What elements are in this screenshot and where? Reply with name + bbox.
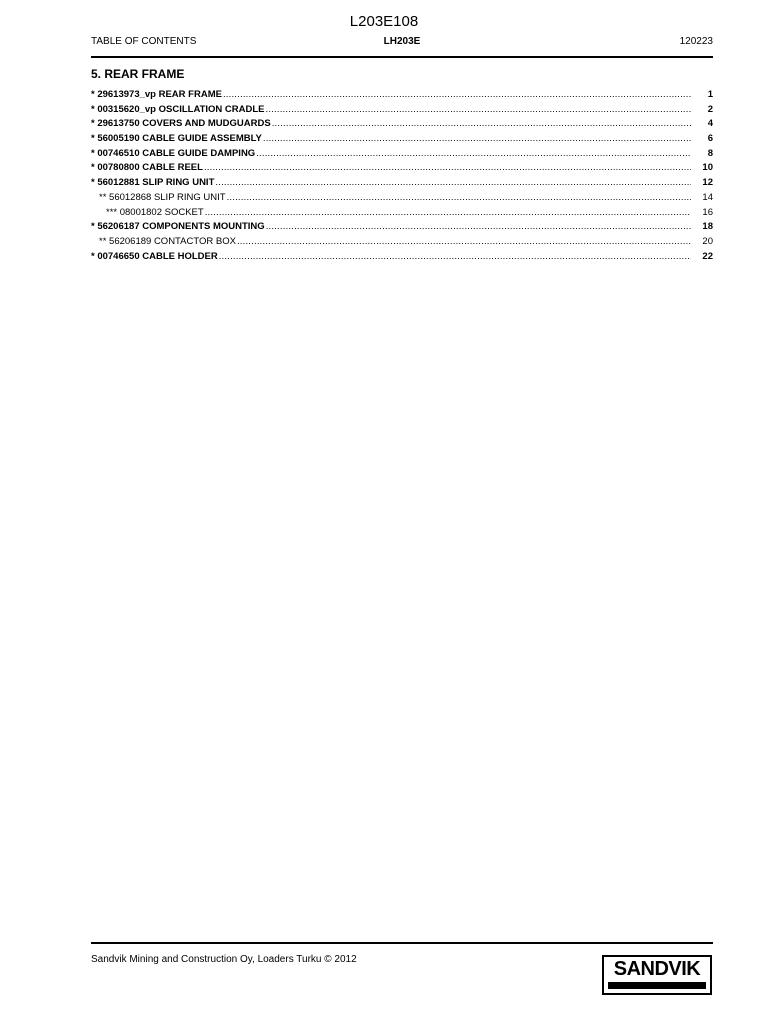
toc-entry-page: 1 [707,89,713,100]
header-date-code: 120223 [679,36,713,47]
toc-entry[interactable] [91,250,713,265]
toc-entry[interactable] [91,161,713,176]
toc-entry-label: ** 56206189 CONTACTOR BOX [99,235,236,247]
toc-entry-page: 18 [702,221,713,233]
header-section-label: TABLE OF CONTENTS [91,36,197,47]
section-title: 5. REAR FRAME [91,67,185,81]
toc-dot-leader [263,132,691,147]
toc-entry-page: 4 [707,118,713,130]
toc-entry-page: 8 [707,147,713,159]
toc-entry[interactable] [91,235,713,250]
toc-dot-leader [266,220,691,235]
toc-entry-label: *** 08001802 SOCKET [106,206,204,218]
toc-dot-leader [272,117,691,132]
toc-entry-label: * 00780800 CABLE REEL [91,162,203,174]
header-divider [91,56,713,58]
toc-entry-page: 12 [702,177,713,189]
toc-entry[interactable] [91,132,713,147]
toc-entry[interactable] [91,147,713,162]
toc-entry-label: * 00315620_vp OSCILLATION CRADLE [91,103,265,115]
toc-dot-leader [219,250,691,265]
table-of-contents [91,88,713,264]
toc-dot-leader [223,88,691,103]
toc-entry-page: 20 [702,235,713,247]
toc-entry-page: 2 [707,103,713,115]
toc-entry-page: 16 [702,206,713,218]
toc-entry[interactable] [91,117,713,132]
document-code: L203E108 [349,13,419,30]
toc-entry[interactable] [91,88,713,103]
toc-entry-page: 14 [702,191,713,203]
toc-entry-label: * 56206187 COMPONENTS MOUNTING [91,221,265,233]
toc-dot-leader [204,161,691,176]
header-model: LH203E [383,36,421,47]
toc-entry-label: * 29613750 COVERS AND MUDGUARDS [91,118,271,130]
toc-dot-leader [266,103,691,118]
toc-entry[interactable] [91,206,713,221]
toc-dot-leader [256,147,691,162]
page-header [91,36,713,48]
toc-entry[interactable] [91,220,713,235]
toc-dot-leader [215,176,691,191]
toc-entry-label: ** 56012868 SLIP RING UNIT [99,191,226,203]
toc-entry[interactable] [91,176,713,191]
toc-dot-leader [237,235,691,250]
toc-entry-page: 22 [702,250,713,262]
sandvik-logo [602,955,712,995]
toc-entry-page: 10 [702,162,713,174]
toc-dot-leader [227,191,691,206]
footer-divider [91,942,713,944]
toc-dot-leader [205,206,691,221]
toc-entry-label: * 56005190 CABLE GUIDE ASSEMBLY [91,133,262,145]
footer-copyright: Sandvik Mining and Construction Oy, Loaders Turku © 2012 [91,954,357,965]
toc-entry[interactable] [91,191,713,206]
logo-bar [608,982,706,989]
logo-wordmark: SANDVIK [613,958,701,980]
toc-entry-label: * 00746650 CABLE HOLDER [91,250,218,262]
toc-entry[interactable] [91,103,713,118]
toc-entry-label: * 00746510 CABLE GUIDE DAMPING [91,147,256,159]
toc-entry-page: 6 [707,133,713,145]
toc-entry-label: * 29613973_vp REAR FRAME [91,89,222,100]
toc-entry-label: * 56012881 SLIP RING UNIT [91,177,215,189]
